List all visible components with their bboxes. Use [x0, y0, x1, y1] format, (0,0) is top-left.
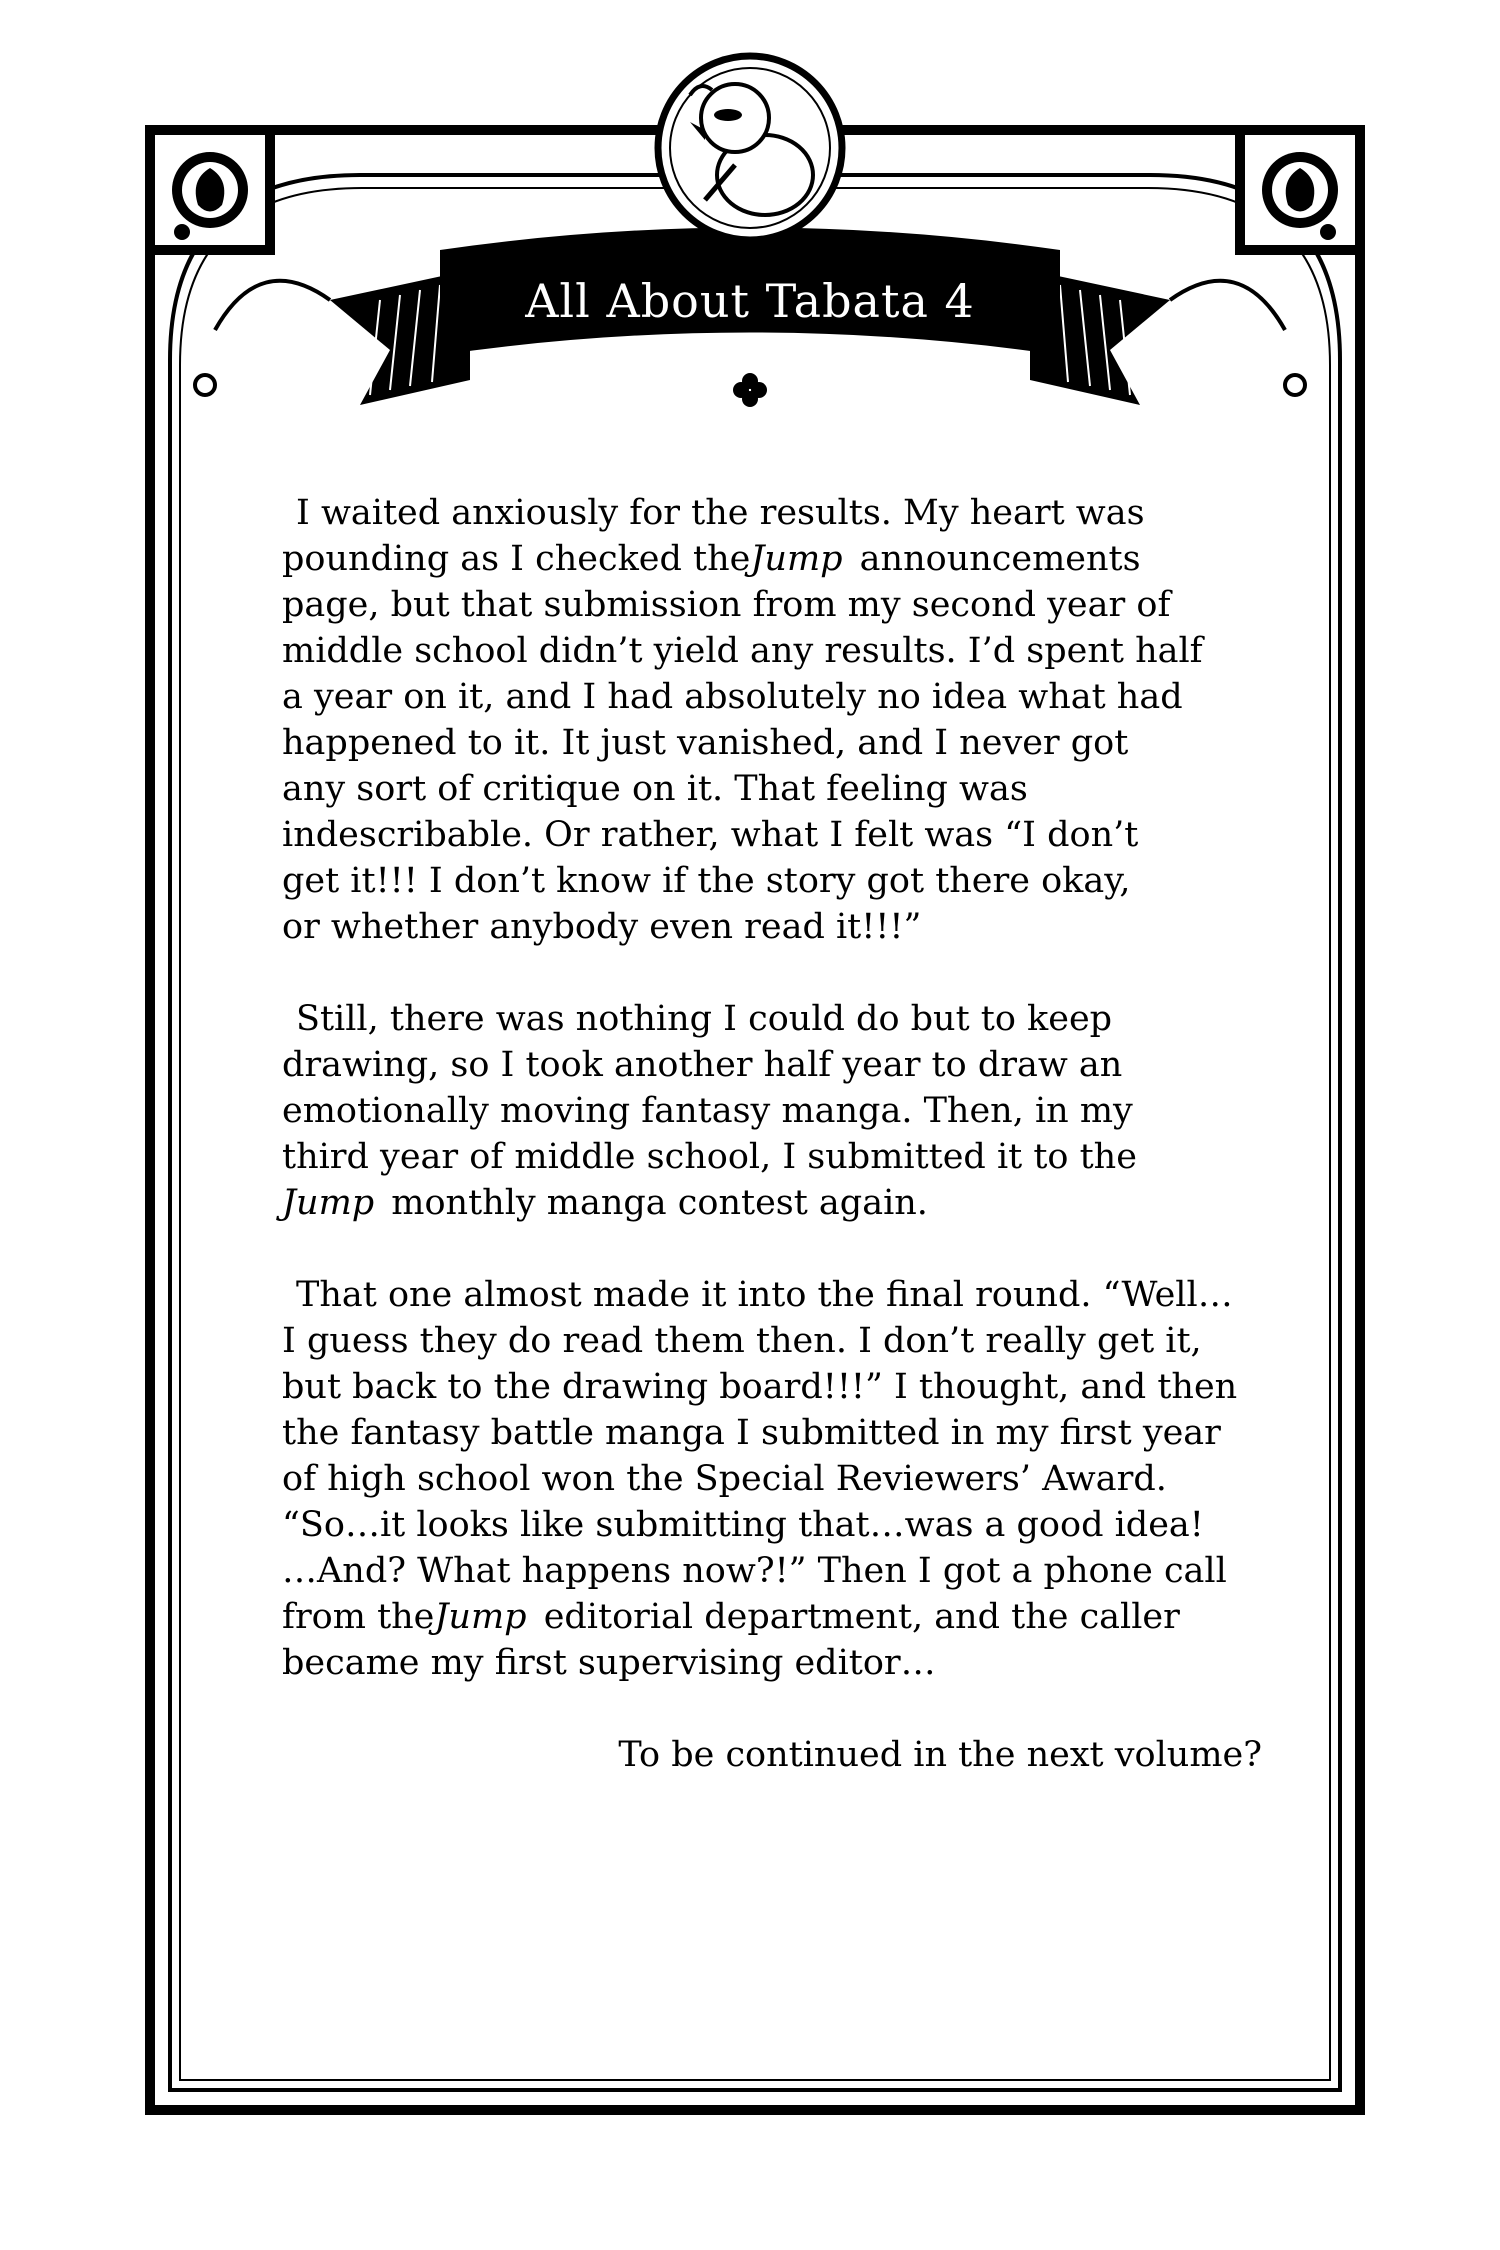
text-line — [282, 1502, 1272, 1548]
text-line — [282, 766, 1272, 812]
text-run: get it!!! I don’t know if the story got there okay, — [282, 861, 1131, 901]
text-run: emotionally moving fantasy manga. Then, in my — [282, 1091, 1133, 1131]
text-line — [282, 1318, 1272, 1364]
continued-note: To be continued in the next volume? — [618, 1735, 1262, 1775]
text-line — [282, 674, 1272, 720]
text-line — [282, 1364, 1272, 1410]
text-line — [282, 490, 1272, 536]
text-line — [282, 1134, 1272, 1180]
paragraph — [282, 996, 1272, 1226]
text-line — [282, 1594, 1272, 1640]
text-run: announcements — [848, 539, 1141, 579]
text-run: That one almost made it into the final round. “Well… — [296, 1275, 1233, 1315]
text-run: …And? What happens now?!” Then I got a phone call — [282, 1551, 1227, 1591]
text-line — [282, 1548, 1272, 1594]
magazine-title: Jump — [750, 539, 843, 579]
text-run: but back to the drawing board!!!” I thought, and then — [282, 1367, 1238, 1407]
magazine-title: Jump — [282, 1183, 375, 1223]
text-run: a year on it, and I had absolutely no idea what had — [282, 677, 1183, 717]
text-run: the fantasy battle manga I submitted in my first year — [282, 1413, 1221, 1453]
clover-icon — [733, 373, 767, 407]
text-run: “So…it looks like submitting that…was a good idea! — [282, 1505, 1204, 1545]
chick-mascot-icon — [658, 56, 842, 240]
text-run: monthly manga contest again. — [380, 1183, 928, 1223]
text-line — [282, 996, 1272, 1042]
text-line — [282, 1272, 1272, 1318]
text-run: I guess they do read them then. I don’t really get it, — [282, 1321, 1202, 1361]
text-run: from the — [282, 1597, 435, 1637]
text-run: any sort of critique on it. That feeling was — [282, 769, 1028, 809]
text-run: of high school won the Special Reviewers’ Award. — [282, 1459, 1167, 1499]
magazine-title: Jump — [434, 1597, 527, 1637]
text-line — [282, 628, 1272, 674]
paragraph — [282, 490, 1272, 950]
text-line — [282, 1088, 1272, 1134]
text-run: page, but that submission from my second year of — [282, 585, 1171, 625]
text-line — [282, 1180, 1272, 1226]
text-line — [282, 1640, 1272, 1686]
text-line — [282, 1410, 1272, 1456]
text-run: or whether anybody even read it!!!” — [282, 907, 922, 947]
essay-body — [282, 490, 1272, 1778]
paragraph — [282, 1272, 1272, 1686]
text-run: I waited anxiously for the results. My heart was — [296, 493, 1145, 533]
left-corner-ornament — [145, 125, 275, 255]
text-run: Still, there was nothing I could do but to keep — [296, 999, 1113, 1039]
banner-title: All About Tabata 4 — [525, 274, 975, 328]
text-line — [282, 1042, 1272, 1088]
text-line — [282, 858, 1272, 904]
text-line — [282, 582, 1272, 628]
text-line — [282, 720, 1272, 766]
text-line — [282, 536, 1272, 582]
right-corner-ornament — [1235, 125, 1365, 255]
text-run: drawing, so I took another half year to draw an — [282, 1045, 1123, 1085]
text-line — [282, 812, 1272, 858]
text-line — [282, 904, 1272, 950]
text-run: indescribable. Or rather, what I felt was “I don’t — [282, 815, 1139, 855]
text-run: middle school didn’t yield any results. I’d spent half — [282, 631, 1203, 671]
text-run: third year of middle school, I submitted it to the — [282, 1137, 1137, 1177]
text-run: happened to it. It just vanished, and I never got — [282, 723, 1129, 763]
text-run: editorial department, and the caller — [532, 1597, 1180, 1637]
text-run: pounding as I checked the — [282, 539, 751, 579]
text-line — [282, 1456, 1272, 1502]
text-run: became my first supervising editor… — [282, 1643, 936, 1683]
